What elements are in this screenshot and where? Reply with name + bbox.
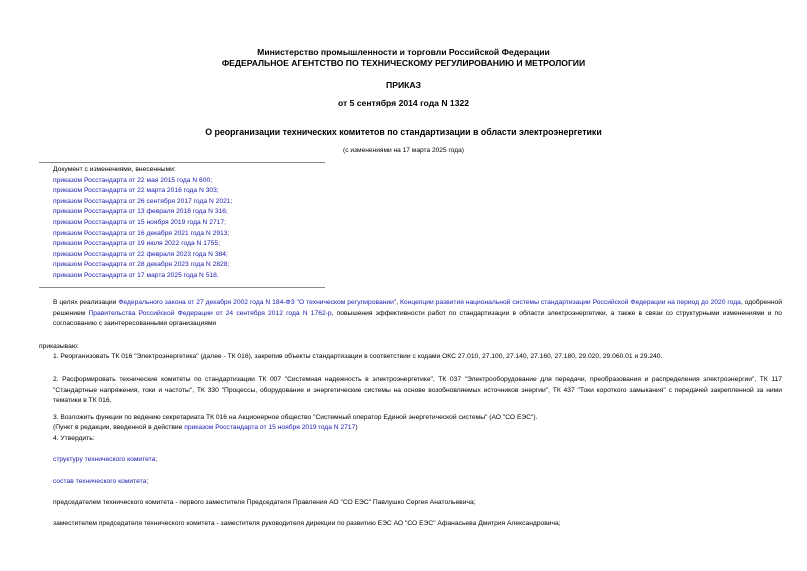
ministry-title: Министерство промышленности и торговли Российской Федерации [257,47,550,57]
amendment-link[interactable]: приказом Росстандарта от 28 декабря 2023 года N 2828; [53,261,230,269]
structure-semicolon: ; [155,456,158,463]
edit-note-close: ) [355,424,358,431]
item-3-edit-note [39,423,782,434]
amendment-link[interactable]: приказом Росстандарта от 13 февраля 2018 года N 316; [53,208,228,216]
composition-paragraph [39,477,782,488]
federal-law-link[interactable]: Федерального закона от 27 декабря 2002 года N 184-ФЗ "О техническом регулировании" [118,299,397,306]
item-1-paragraph: 1. Реорганизовать ТК 016 "Электроэнергетика" (далее - ТК 016), закрепив объекты стандартизации в соответствии с кодами ОКС 27.010, 27.100, 27.140, 27.160, 27.180, 29.020, 29.060.01 и 29.240. [53,353,663,360]
concept-link[interactable]: Концепции развития национальной системы стандартизации Российской Федерации на период до 2020 года [400,299,741,306]
amendment-link[interactable]: приказом Росстандарта от 15 ноября 2019 года N 2717; [53,218,226,226]
committee-composition-link[interactable]: состав технического комитета [53,478,147,485]
chairman-paragraph: председателем технического комитета - первого заместителя Председателя Правления АО "СО ЕЭС" Павлушко Сергея Анатольевича; [53,499,476,506]
item-3-paragraph: 3. Возложить функции по ведению секретариата ТК 016 на Акционерное общество "Системный оператор Единой энергетической системы" (АО "СО ЕЭС"). [53,414,538,421]
amendments-list [53,165,232,282]
amendment-link[interactable]: приказом Росстандарта от 22 мая 2015 года N 600; [53,176,213,184]
divider-top [39,162,325,163]
agency-title: ФЕДЕРАЛЬНОЕ АГЕНТСТВО ПО ТЕХНИЧЕСКОМУ РЕГУЛИРОВАНИЮ И МЕТРОЛОГИИ [221,58,586,68]
amendment-link[interactable]: приказом Росстандарта от 16 декабря 2021 года N 2913; [53,229,230,237]
order-word: приказываю: [39,343,79,350]
document-subject: О реорганизации технических комитетов по стандартизации в области электроэнергетики [205,127,602,137]
edit-note-link[interactable]: приказом Росстандарта от 15 ноября 2019 года N 2717 [184,424,356,431]
amendments-lead: Документ с изменениями, внесенными: [53,166,176,173]
amendment-link[interactable]: приказом Росстандарта от 22 марта 2016 года N 303; [53,187,219,195]
edit-note-text: (Пункт в редакции, введенной в действие [53,424,185,431]
preamble-text-3: , повышения эффективности работ по стандартизации в области электроэнергетики, а также в связи со структурными изменениями и по согласованию с заинтересованными организациями [53,309,782,328]
item-4-paragraph: 4. Утвердить: [53,435,95,442]
amendment-link[interactable]: приказом Росстандарта от 26 сентября 2017 года N 2021; [53,197,233,205]
amendment-link[interactable]: приказом Росстандарта от 22 февраля 2023 года N 384; [53,250,228,258]
preamble-text-2: , одобренной решением [53,299,782,317]
changes-note: (с изменениями на 17 марта 2025 года) [343,147,464,154]
divider-bottom [39,287,325,288]
preamble-paragraph [39,298,782,330]
item-2-paragraph: 2. Расформировать технические комитеты по стандартизации ТК 007 "Системная надежность в электроэнергетике", ТК 037 "Электрооборудование для передачи, преобразования и распределения электроэнергии", ТК 117 "Стандартные напряжения, токи и частоты", ТК 330 "Процессы, оборудование и энергетические системы на основе возобновляемых источников энергии", ТК 437 "Токи короткого замыкания" с передачей закрепленной за ними тематики в ТК 016. [53,376,782,405]
deputy-chairman-paragraph: заместителем председателя технического комитета - заместителя руководителя дирекции по развитию ЕЭС АО "СО ЕЭС" Афанасьева Дмитрия Александровича; [53,520,561,527]
composition-semicolon: ; [146,478,149,485]
document-type: ПРИКАЗ [386,80,421,90]
committee-structure-link[interactable]: структуру технического комитета [53,456,156,463]
amendment-link[interactable]: приказом Росстандарта от 19 июля 2022 года N 1755; [53,240,220,248]
preamble-sep: , [396,299,401,306]
government-decision-link[interactable]: Правительства Российской Федерации от 24 сентября 2012 года N 1762-р [88,309,332,317]
amendment-link[interactable]: приказом Росстандарта от 17 марта 2025 года N 518. [53,271,219,279]
document-date-number: от 5 сентября 2014 года N 1322 [337,98,470,108]
preamble-text: В целях реализации [53,299,119,306]
structure-paragraph [39,455,782,466]
